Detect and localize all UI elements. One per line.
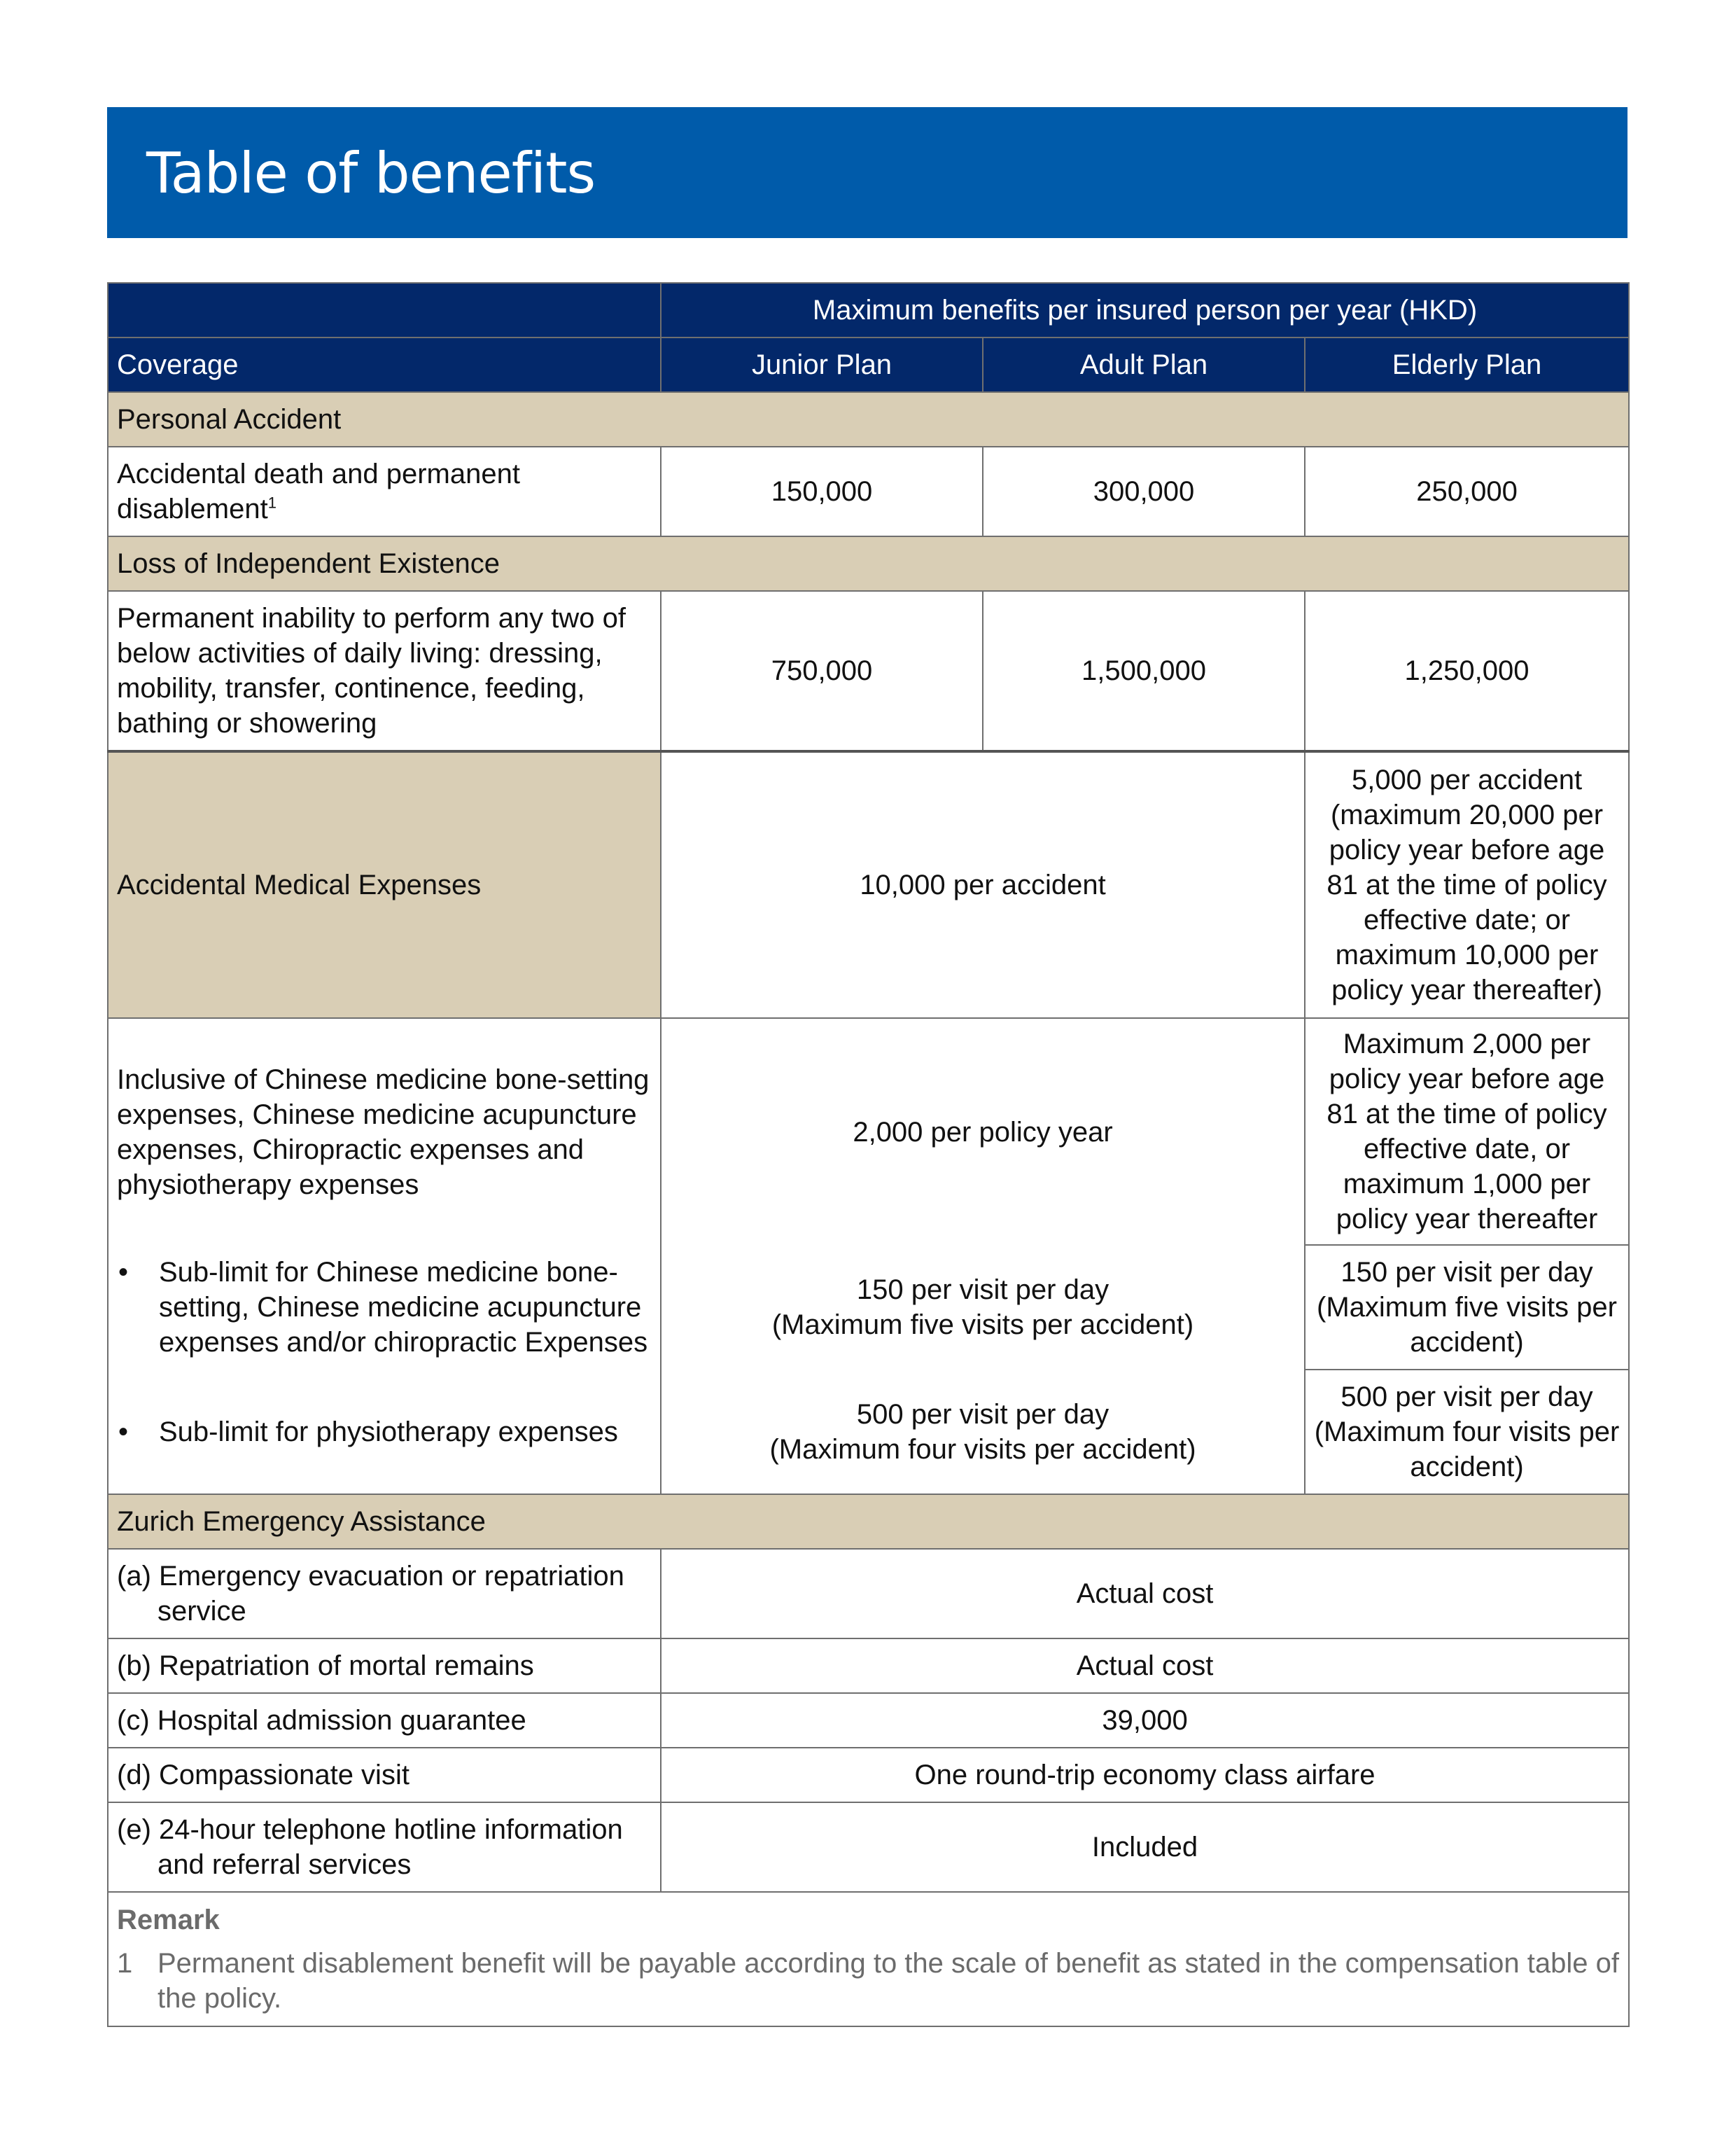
table-row <box>108 1549 1629 1638</box>
coverage-cell <box>108 447 661 536</box>
page-title: Table of benefits <box>146 141 596 206</box>
value-line: 150 per visit per day <box>856 1274 1110 1305</box>
section-row-personal-accident <box>108 392 1629 447</box>
coverage-cell <box>108 1748 661 1802</box>
item-text: Repatriation of mortal remains <box>159 1650 534 1681</box>
coverage-cell <box>108 1802 661 1892</box>
elderly-value: 500 per visit per day (Maximum four visits per accident) <box>1305 1370 1629 1494</box>
coverage-cell: Permanent inability to perform any two of below activities of daily living: dressing, mobility, transfer, continence, feeding, bathing or showering <box>108 591 661 751</box>
coverage-cell <box>108 1549 661 1638</box>
elderly-value: 1,250,000 <box>1305 591 1629 751</box>
value-line: 500 per visit per day <box>856 1398 1110 1430</box>
adult-value: 300,000 <box>983 447 1305 536</box>
junior-value: 150,000 <box>661 447 983 536</box>
item-text: Hospital admission guarantee <box>157 1705 526 1736</box>
remark-number: 1 <box>117 1948 133 1979</box>
elderly-value: 150 per visit per day (Maximum five visits per accident) <box>1305 1245 1629 1370</box>
table-row <box>108 1018 1629 1245</box>
bullet-icon: • <box>118 1257 129 1288</box>
table-row <box>108 1802 1629 1892</box>
section-title: Accidental Medical Expenses <box>108 751 661 1018</box>
section-row-zurich-emergency-assistance <box>108 1494 1629 1549</box>
junior-adult-value <box>661 1245 1305 1370</box>
bullet-item <box>117 1414 652 1449</box>
elderly-value: 250,000 <box>1305 447 1629 536</box>
benefits-table <box>107 282 1630 2027</box>
remark-cell <box>108 1892 1629 2026</box>
plan-value: 39,000 <box>661 1693 1629 1748</box>
coverage-text <box>117 1559 652 1629</box>
item-label: (b) <box>117 1650 151 1681</box>
bullet-item <box>117 1255 652 1360</box>
coverage-cell: Inclusive of Chinese medicine bone-setting expenses, Chinese medicine acupuncture expenses, Chiropractic expenses and physiotherapy expenses <box>108 1018 661 1245</box>
table-row <box>108 1638 1629 1693</box>
plan-value: Included <box>661 1802 1629 1892</box>
bullet-icon: • <box>118 1416 129 1447</box>
title-banner <box>107 107 1628 238</box>
header-elderly-plan: Elderly Plan <box>1305 337 1629 392</box>
header-junior-plan: Junior Plan <box>661 337 983 392</box>
coverage-cell <box>108 1370 661 1494</box>
coverage-cell <box>108 1693 661 1748</box>
section-title: Zurich Emergency Assistance <box>108 1494 1629 1549</box>
table-row <box>108 591 1629 751</box>
section-title: Personal Accident <box>108 392 1629 447</box>
table-row-accidental-medical-expenses <box>108 751 1629 1018</box>
table-row <box>108 1245 1629 1370</box>
junior-adult-value <box>661 1370 1305 1494</box>
plan-value: Actual cost <box>661 1549 1629 1638</box>
header-group-label: Maximum benefits per insured person per year (HKD) <box>661 283 1629 337</box>
section-title: Loss of Independent Existence <box>108 536 1629 591</box>
item-label: (c) <box>117 1705 150 1736</box>
coverage-text: Sub-limit for physiotherapy expenses <box>159 1416 618 1447</box>
remark-title: Remark <box>117 1905 220 1935</box>
junior-adult-value: 10,000 per accident <box>661 751 1305 1018</box>
table-row <box>108 1693 1629 1748</box>
remark-text: Permanent disablement benefit will be payable according to the scale of benefit as stated in the compensation table of the policy. <box>158 1948 1619 2014</box>
section-row-loss-of-independent-existence <box>108 536 1629 591</box>
value-line: (Maximum five visits per accident) <box>771 1309 1194 1340</box>
header-blank-cell <box>108 283 661 337</box>
coverage-cell <box>108 1638 661 1693</box>
coverage-text <box>117 1812 652 1882</box>
table-header-row <box>108 337 1629 392</box>
plan-value: Actual cost <box>661 1638 1629 1693</box>
value-line: (Maximum four visits per accident) <box>769 1433 1196 1465</box>
junior-adult-value: 2,000 per policy year <box>661 1018 1305 1245</box>
item-text: 24-hour telephone hotline information and referral services <box>158 1814 623 1880</box>
junior-value: 750,000 <box>661 591 983 751</box>
header-coverage: Coverage <box>108 337 661 392</box>
item-label: (d) <box>117 1760 151 1790</box>
table-row <box>108 447 1629 536</box>
remark-row <box>108 1892 1629 2026</box>
table-row <box>108 1748 1629 1802</box>
item-label: (a) <box>117 1561 151 1592</box>
table-row <box>108 1370 1629 1494</box>
item-text: Compassionate visit <box>159 1760 410 1790</box>
coverage-cell <box>108 1245 661 1370</box>
elderly-value: Maximum 2,000 per policy year before age 81 at the time of policy effective date, or maximum 1,000 per policy year thereafter <box>1305 1018 1629 1245</box>
plan-value: One round-trip economy class airfare <box>661 1748 1629 1802</box>
coverage-text: Accidental death and permanent disablement <box>117 459 520 524</box>
header-adult-plan: Adult Plan <box>983 337 1305 392</box>
table-header-group-row <box>108 283 1629 337</box>
adult-value: 1,500,000 <box>983 591 1305 751</box>
item-text: Emergency evacuation or repatriation service <box>158 1561 624 1627</box>
footnote-ref: 1 <box>267 494 276 512</box>
elderly-value: 5,000 per accident (maximum 20,000 per policy year before age 81 at the time of policy effective date; or maximum 10,000 per policy year thereafter) <box>1305 751 1629 1018</box>
coverage-text: Sub-limit for Chinese medicine bone-setting, Chinese medicine acupuncture expenses and/or chiropractic Expenses <box>159 1257 648 1358</box>
item-label: (e) <box>117 1814 151 1845</box>
remark-item <box>117 1946 1620 2016</box>
